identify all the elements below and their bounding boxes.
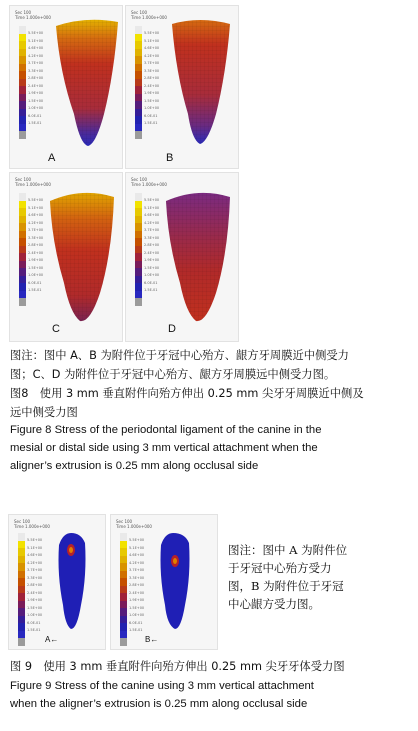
scale-tick-label: 4.2E+00 (144, 53, 160, 58)
scale-segment (19, 124, 26, 132)
scale-segment (120, 601, 127, 609)
scale-segment (135, 79, 142, 87)
scale-tick-label: 1.5E-01 (28, 121, 42, 125)
panel-label: B (166, 152, 174, 164)
fig8-title-cn-1: 图8 使用 3 mm 垂直附件向殆方伸出 0.25 mm 尖牙牙周膜近中侧及 (10, 387, 364, 400)
scale-tick-label: 2.8E+00 (129, 583, 145, 587)
fig9-side-note (228, 541, 388, 613)
scale-segment (135, 231, 142, 239)
scale-segment (120, 593, 127, 601)
scale-segment (135, 124, 142, 132)
scale-segment (120, 556, 127, 564)
scale-segment (19, 49, 26, 57)
panel-header: Sec 100 Time 1.000e+000 (15, 177, 51, 187)
color-scale (19, 193, 44, 306)
scale-segment (19, 268, 26, 276)
scale-tick-label: 1.5E-01 (28, 288, 42, 292)
scale-segment (120, 616, 127, 624)
scale-segment (18, 556, 25, 564)
scale-segment (135, 86, 142, 94)
scale-tick-label: 6.0E-01 (144, 113, 158, 118)
scale-segment (19, 26, 26, 34)
scale-segment (135, 41, 142, 49)
scale-segment (120, 533, 127, 541)
scale-tick-label: 1.0E+00 (144, 273, 160, 277)
scale-tick-label: 5.1E+00 (144, 205, 160, 210)
scale-tick-label: 2.4E+00 (129, 590, 145, 595)
panel-label: D (168, 323, 176, 335)
scale-tick-label: 5.1E+00 (129, 545, 145, 550)
scale-segment (19, 34, 26, 42)
scale-segment (19, 298, 26, 306)
scale-segment (135, 246, 142, 254)
scale-tick-label: 1.0E+00 (28, 273, 44, 277)
color-scale (19, 26, 44, 139)
scale-tick-label: 2.8E+00 (27, 583, 43, 587)
scale-segment (19, 193, 26, 201)
scale-segment (135, 268, 142, 276)
scale-tick-label: 3.7E+00 (144, 228, 160, 232)
scale-segment (19, 283, 26, 291)
scale-segment (19, 64, 26, 72)
scale-tick-label: 2.8E+00 (28, 243, 44, 247)
panel-header: Sec 100 Time 1.000e+000 (14, 519, 50, 529)
scale-tick-label: 1.5E+00 (28, 98, 44, 103)
color-scale (18, 533, 43, 646)
panel-label: A← (45, 635, 59, 644)
scale-segment (135, 238, 142, 246)
fig9-side-note-line-3: 图，B 为附件位于牙冠 (228, 579, 344, 593)
scale-segment (120, 608, 127, 616)
scale-segment (19, 131, 26, 139)
fig9-title-cn: 图 9 使用 3 mm 垂直附件向殆方伸出 0.25 mm 尖牙牙体受力图 (10, 660, 345, 673)
scale-segment (18, 608, 25, 616)
fig9-side-note-line-1: 图注：图中 A 为附件位 (228, 543, 348, 557)
scale-segment (19, 276, 26, 284)
scale-tick-label: 1.9E+00 (144, 91, 160, 95)
panel-label: C (52, 323, 60, 335)
pdl-stress-map (158, 183, 238, 328)
scale-tick-label: 5.1E+00 (28, 38, 44, 43)
scale-segment (18, 616, 25, 624)
scale-segment (18, 623, 25, 631)
scale-segment (135, 116, 142, 124)
panel-header: Sec 100 Time 1.000e+000 (131, 177, 167, 187)
scale-tick-label: 4.2E+00 (28, 53, 44, 58)
scale-segment (18, 548, 25, 556)
scale-tick-label: 3.3E+00 (129, 575, 145, 580)
scale-segment (19, 261, 26, 269)
fig9-title-en-1: Figure 9 Stress of the canine using 3 mm vertical attachment (10, 680, 314, 692)
scale-segment (19, 94, 26, 102)
fig8-panel-d (125, 172, 239, 342)
scale-tick-label: 3.3E+00 (28, 235, 44, 240)
scale-tick-label: 1.9E+00 (28, 258, 44, 262)
fig9-side-note-line-2: 于牙冠中心殆方受力 (228, 561, 332, 575)
scale-segment (135, 34, 142, 42)
scale-segment (19, 216, 26, 224)
scale-segment (135, 56, 142, 64)
color-scale (120, 533, 145, 646)
scale-segment (19, 71, 26, 79)
scale-segment (19, 41, 26, 49)
scale-segment (135, 298, 142, 306)
scale-segment (135, 109, 142, 117)
scale-segment (135, 49, 142, 57)
scale-tick-label: 1.9E+00 (144, 258, 160, 262)
fig8-title-cn-2: 远中侧受力图 (10, 406, 78, 419)
scale-segment (120, 638, 127, 646)
scale-tick-label: 1.0E+00 (28, 106, 44, 110)
tooth-stress-map (49, 525, 99, 635)
scale-tick-label: 5.5E+00 (129, 538, 145, 542)
scale-segment (19, 231, 26, 239)
scale-tick-label: 1.9E+00 (28, 91, 44, 95)
scale-tick-label: 3.3E+00 (27, 575, 43, 580)
scale-segment (120, 623, 127, 631)
fig9-panel-a (8, 514, 106, 650)
scale-segment (135, 261, 142, 269)
scale-segment (135, 193, 142, 201)
scale-segment (135, 71, 142, 79)
scale-tick-label: 1.5E+00 (144, 98, 160, 103)
scale-tick-label: 4.2E+00 (28, 220, 44, 225)
scale-tick-label: 2.4E+00 (28, 83, 44, 88)
scale-segment (19, 253, 26, 261)
scale-tick-label: 2.4E+00 (144, 83, 160, 88)
scale-tick-label: 6.0E-01 (27, 620, 41, 625)
scale-tick-label: 3.7E+00 (27, 568, 43, 572)
scale-tick-label: 5.5E+00 (144, 198, 160, 202)
scale-tick-label: 2.4E+00 (27, 590, 43, 595)
scale-tick-label: 1.5E+00 (27, 605, 43, 610)
scale-tick-label: 3.7E+00 (144, 61, 160, 65)
panel-header: Sec 100 Time 1.000e+000 (131, 10, 167, 20)
panel-label: A (48, 152, 56, 164)
scale-tick-label: 4.6E+00 (28, 46, 44, 50)
scale-tick-label: 2.8E+00 (144, 76, 160, 80)
scale-tick-label: 4.6E+00 (28, 213, 44, 217)
fig8-title-en-3: aligner’s extrusion is 0.25 mm along occlusal side (10, 460, 259, 472)
scale-segment (19, 101, 26, 109)
scale-segment (120, 586, 127, 594)
scale-tick-label: 1.9E+00 (27, 598, 43, 602)
fig8-title-en-1: Figure 8 Stress of the periodontal ligament of the canine in the (10, 424, 322, 436)
scale-tick-label: 2.8E+00 (144, 243, 160, 247)
scale-segment (18, 563, 25, 571)
pdl-stress-map (46, 14, 123, 154)
scale-segment (135, 101, 142, 109)
scale-segment (135, 216, 142, 224)
scale-segment (18, 533, 25, 541)
pdl-stress-map (160, 14, 239, 154)
scale-tick-label: 4.6E+00 (129, 553, 145, 557)
scale-segment (120, 571, 127, 579)
fig9-panel-b (110, 514, 218, 650)
scale-tick-label: 5.1E+00 (28, 205, 44, 210)
scale-segment (19, 86, 26, 94)
scale-segment (135, 26, 142, 34)
fig8-panel-b (125, 5, 239, 169)
scale-tick-label: 5.1E+00 (144, 38, 160, 43)
scale-segment (120, 541, 127, 549)
scale-segment (19, 56, 26, 64)
scale-segment (120, 631, 127, 639)
scale-segment (19, 109, 26, 117)
scale-tick-label: 4.2E+00 (144, 220, 160, 225)
scale-tick-label: 4.6E+00 (144, 213, 160, 217)
scale-tick-label: 4.2E+00 (27, 560, 43, 565)
scale-segment (135, 131, 142, 139)
fig8-panel-c (9, 172, 123, 342)
scale-tick-label: 2.8E+00 (28, 76, 44, 80)
scale-tick-label: 1.0E+00 (129, 613, 145, 617)
scale-tick-label: 1.0E+00 (144, 106, 160, 110)
fig9-title-en-2: when the aligner’s extrusion is 0.25 mm along occlusal side (10, 698, 308, 710)
fig8-panel-a (9, 5, 123, 169)
scale-segment (135, 223, 142, 231)
scale-segment (135, 253, 142, 261)
scale-tick-label: 5.5E+00 (28, 31, 44, 35)
scale-tick-label: 2.4E+00 (28, 250, 44, 255)
color-scale (135, 193, 160, 306)
fig8-note-line-2: 图；C、D 为附件位于牙冠中心殆方、龈方牙周膜远中侧受力图。 (10, 368, 336, 381)
scale-segment (18, 541, 25, 549)
scale-tick-label: 1.0E+00 (27, 613, 43, 617)
fig8-note-line-1: 图注：图中 A、B 为附件位于牙冠中心殆方、龈方牙周膜近中侧受力 (10, 349, 349, 362)
scale-segment (135, 64, 142, 72)
scale-tick-label: 3.7E+00 (28, 61, 44, 65)
fig9-side-note-line-4: 中心龈方受力图。 (228, 597, 320, 611)
scale-segment (120, 578, 127, 586)
pdl-stress-map (42, 183, 122, 328)
scale-segment (135, 291, 142, 299)
scale-segment (19, 201, 26, 209)
scale-segment (19, 208, 26, 216)
scale-tick-label: 5.5E+00 (27, 538, 43, 542)
scale-tick-label: 3.7E+00 (129, 568, 145, 572)
scale-segment (135, 283, 142, 291)
scale-segment (18, 638, 25, 646)
scale-tick-label: 4.6E+00 (27, 553, 43, 557)
panel-label: B← (145, 635, 159, 644)
scale-tick-label: 6.0E-01 (28, 113, 42, 118)
scale-segment (135, 94, 142, 102)
scale-tick-label: 6.0E-01 (144, 280, 158, 285)
scale-tick-label: 3.3E+00 (144, 235, 160, 240)
scale-segment (19, 238, 26, 246)
scale-segment (19, 246, 26, 254)
scale-segment (19, 116, 26, 124)
scale-segment (18, 578, 25, 586)
scale-tick-label: 5.5E+00 (28, 198, 44, 202)
scale-tick-label: 2.4E+00 (144, 250, 160, 255)
scale-segment (135, 201, 142, 209)
scale-segment (135, 208, 142, 216)
scale-tick-label: 4.2E+00 (129, 560, 145, 565)
tooth-stress-map (149, 525, 205, 635)
panel-header: Sec 100 Time 1.000e+000 (116, 519, 152, 529)
scale-segment (18, 631, 25, 639)
scale-tick-label: 6.0E-01 (28, 280, 42, 285)
scale-tick-label: 6.0E-01 (129, 620, 143, 625)
scale-segment (18, 593, 25, 601)
scale-tick-label: 1.5E-01 (144, 288, 158, 292)
scale-tick-label: 3.7E+00 (28, 228, 44, 232)
scale-tick-label: 1.5E-01 (144, 121, 158, 125)
scale-tick-label: 1.5E+00 (129, 605, 145, 610)
scale-segment (120, 548, 127, 556)
scale-segment (18, 586, 25, 594)
scale-tick-label: 1.9E+00 (129, 598, 145, 602)
scale-tick-label: 5.5E+00 (144, 31, 160, 35)
scale-segment (120, 563, 127, 571)
scale-tick-label: 5.1E+00 (27, 545, 43, 550)
scale-segment (19, 223, 26, 231)
scale-tick-label: 1.5E+00 (28, 265, 44, 270)
panel-header: Sec 100 Time 1.000e+000 (15, 10, 51, 20)
scale-tick-label: 1.5E+00 (144, 265, 160, 270)
fig8-title-en-2: mesial or distal side using 3 mm vertical attachment when the (10, 442, 318, 454)
scale-tick-label: 4.6E+00 (144, 46, 160, 50)
scale-tick-label: 3.3E+00 (28, 68, 44, 73)
scale-tick-label: 1.5E-01 (129, 628, 143, 632)
color-scale (135, 26, 160, 139)
scale-segment (18, 571, 25, 579)
scale-tick-label: 3.3E+00 (144, 68, 160, 73)
scale-tick-label: 1.5E-01 (27, 628, 41, 632)
scale-segment (19, 291, 26, 299)
scale-segment (135, 276, 142, 284)
scale-segment (19, 79, 26, 87)
scale-segment (18, 601, 25, 609)
